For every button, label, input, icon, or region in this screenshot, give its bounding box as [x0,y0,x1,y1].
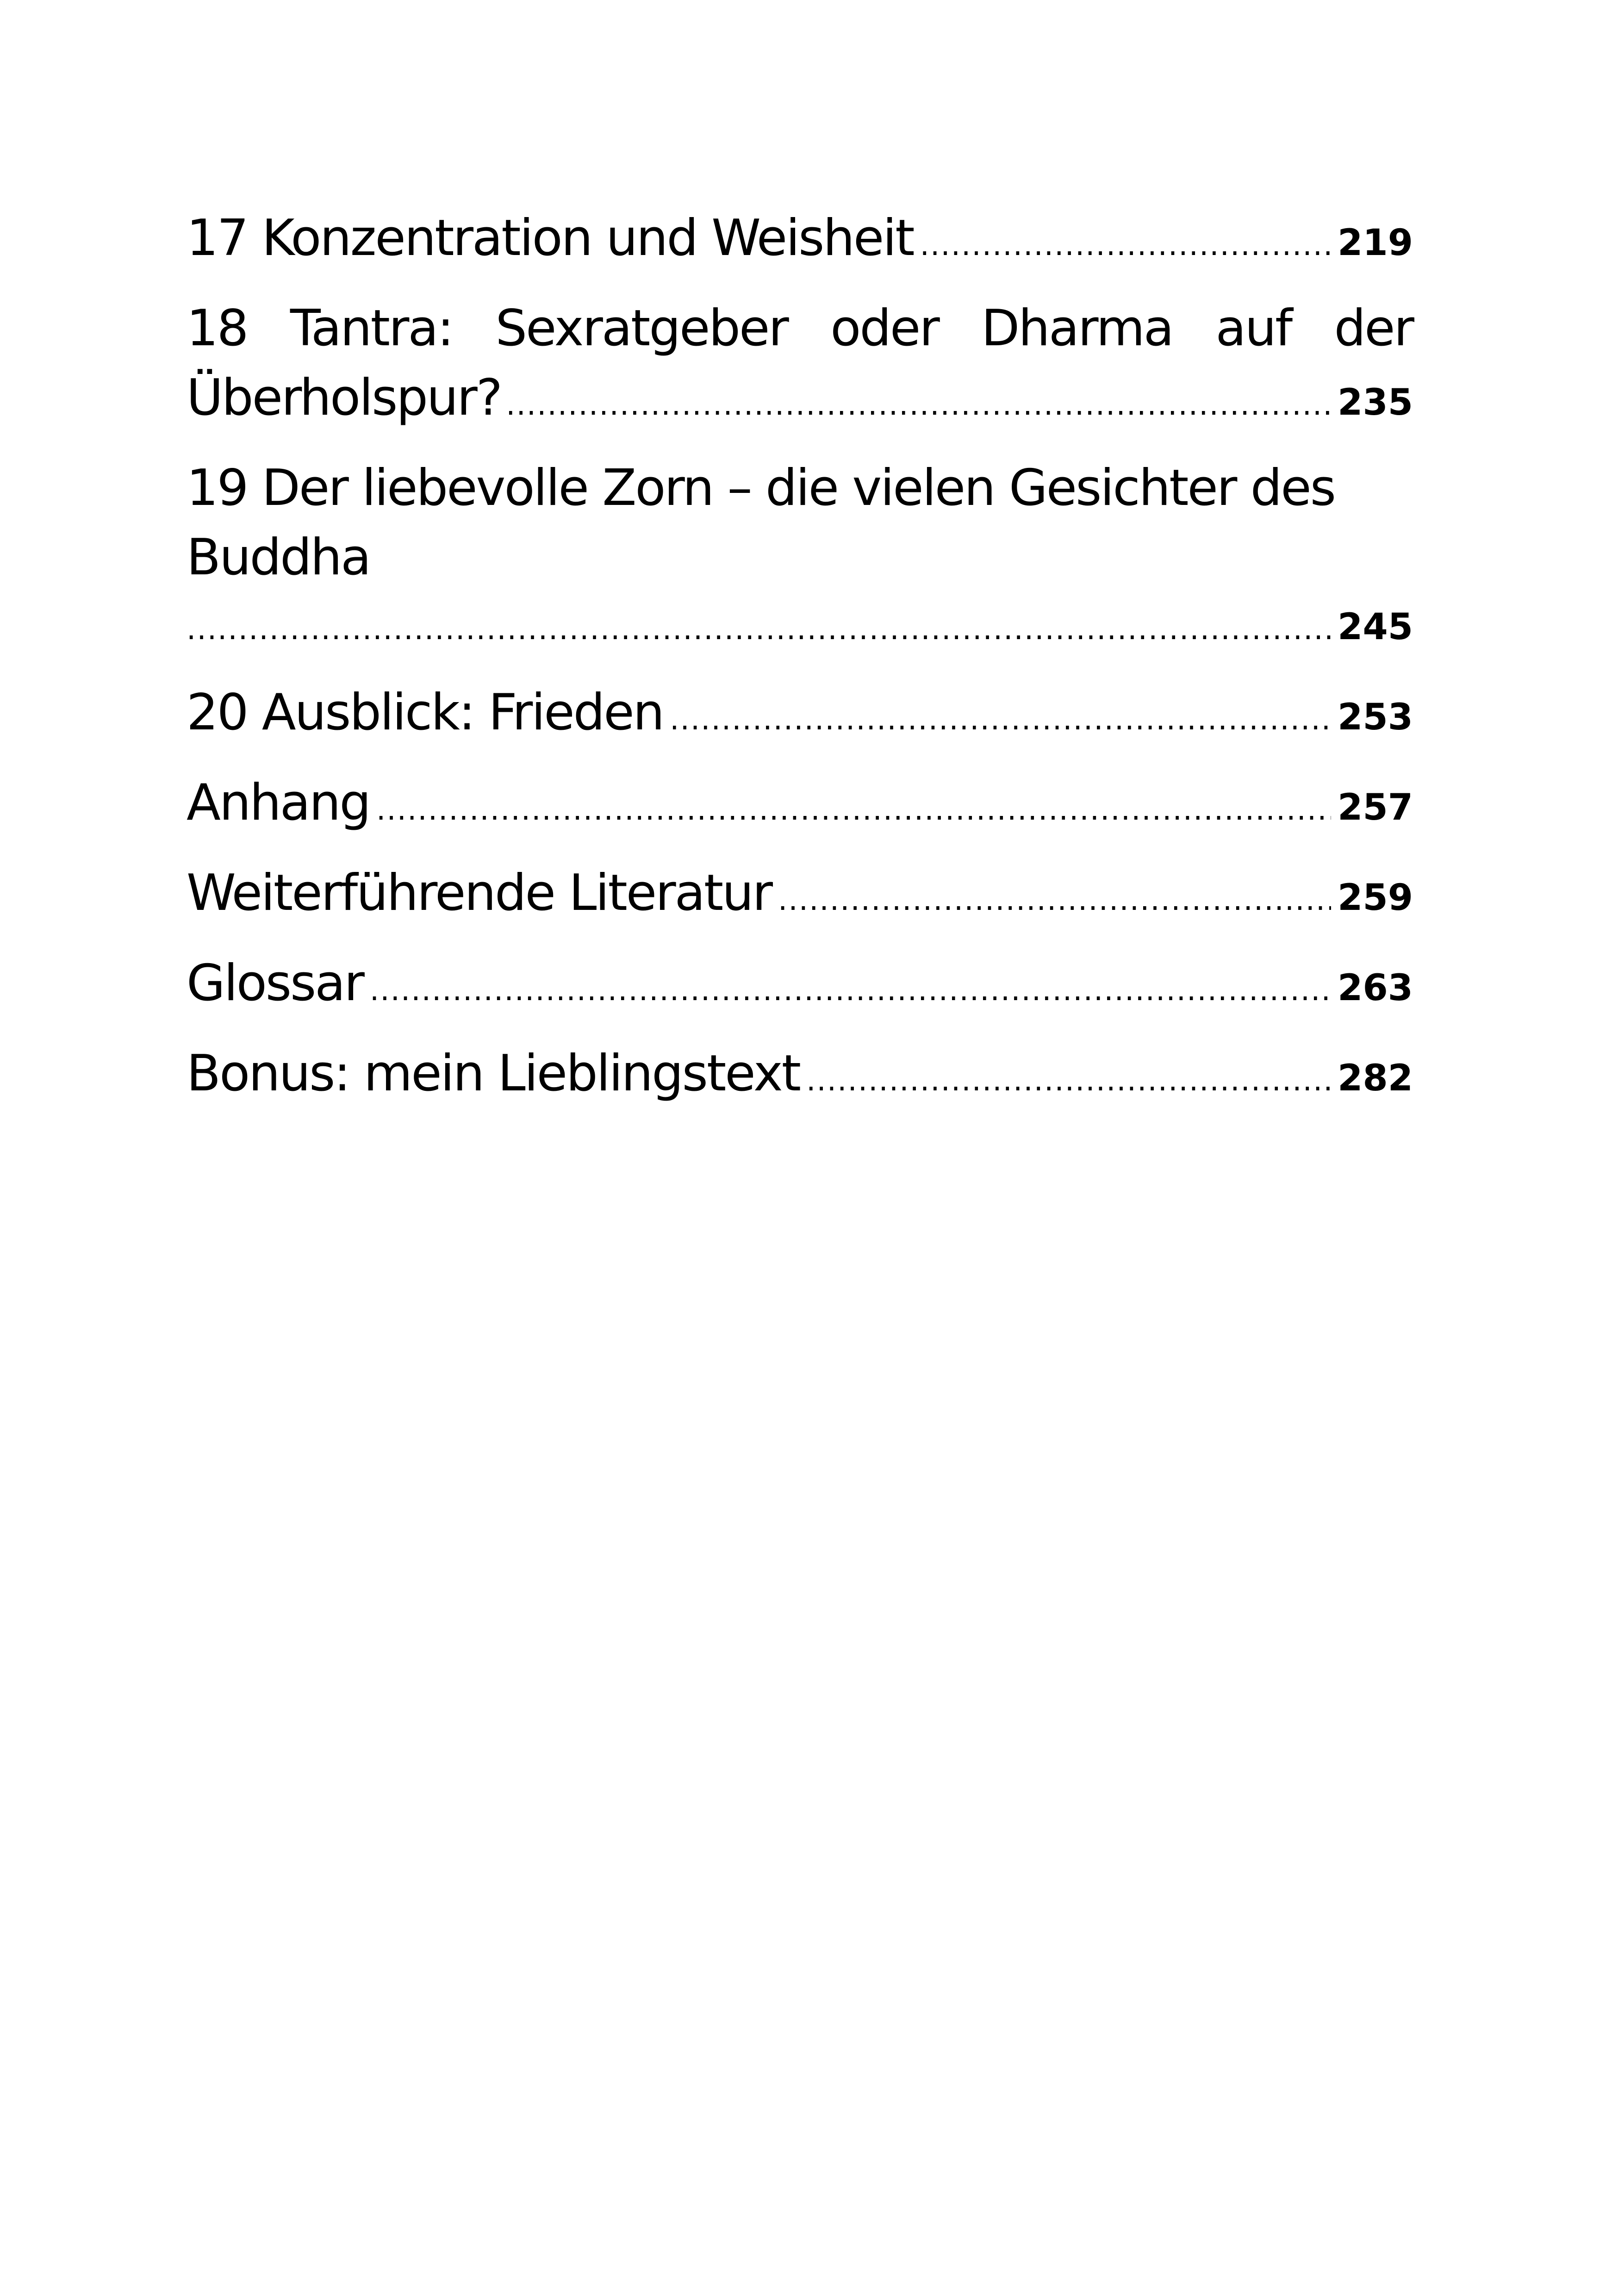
leader-dots [670,685,1331,754]
leader-dots [506,370,1331,440]
toc-entry-title: Glossar [187,954,363,1012]
toc-entry-page: 257 [1338,787,1413,828]
toc-entry-line2 [187,592,1413,664]
toc-entry[interactable] [187,204,1413,280]
toc-entry[interactable] [187,1039,1413,1115]
leader-dots [187,595,1331,664]
leader-dots [806,1046,1331,1115]
toc-entry-page: 219 [1338,222,1413,264]
toc-entry[interactable] [187,678,1413,754]
toc-entry-page: 245 [1338,606,1413,648]
toc-entry-title: Anhang [187,774,370,832]
leader-dots [920,211,1332,280]
toc-entry[interactable] [187,294,1413,440]
toc-entry[interactable] [187,454,1413,664]
toc-entry-title: 20 Ausblick: Frieden [187,684,664,741]
toc-entry-line2 [187,363,1413,440]
table-of-contents [187,204,1413,1129]
toc-entry-title: Weiterführende Literatur [187,864,772,922]
toc-entry-page: 263 [1338,967,1413,1009]
toc-entry[interactable] [187,859,1413,935]
toc-entry-title: 18 Tantra: Sexratgeber oder Dharma auf der [187,299,1413,357]
toc-entry-title: 19 Der liebevolle Zorn – die vielen Gesichter des Buddha [187,459,1335,586]
leader-dots [376,775,1331,845]
toc-entry-title-continued: Überholspur? [187,369,502,427]
leader-dots [370,956,1331,1025]
toc-entry-title: Bonus: mein Lieblingstext [187,1045,800,1102]
toc-entry-page: 235 [1338,382,1413,423]
toc-entry-title: 17 Konzentration und Weisheit [187,209,914,267]
toc-entry-page: 282 [1338,1058,1413,1099]
toc-entry-page: 259 [1338,877,1413,919]
toc-entry[interactable] [187,949,1413,1025]
toc-entry[interactable] [187,768,1413,845]
leader-dots [778,865,1331,935]
toc-entry-page: 253 [1338,697,1413,738]
